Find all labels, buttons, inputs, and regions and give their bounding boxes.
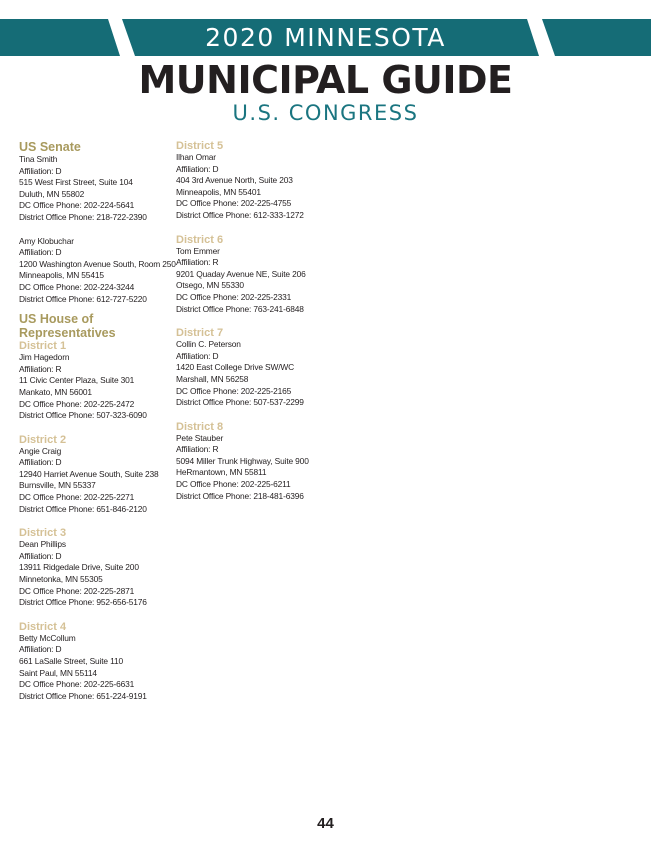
member-affiliation: Affiliation: D (19, 550, 62, 561)
header-band-title: 2020 MINNESOTA (205, 23, 446, 52)
page-number: 44 (317, 815, 334, 832)
district-label: District 3 (19, 527, 67, 540)
member-affiliation: Affiliation: D (19, 644, 62, 655)
member-dc-phone: DC Office Phone: 202-225-4755 (176, 198, 292, 209)
member-affiliation: Affiliation: R (19, 363, 62, 374)
member-district-phone: District Office Phone: 507-323-6090 (19, 410, 147, 421)
member-name: Jim Hagedorn (19, 352, 70, 363)
member-dc-phone: DC Office Phone: 202-225-2271 (19, 492, 135, 503)
member-affiliation: Affiliation: D (19, 247, 62, 258)
member-dc-phone: DC Office Phone: 202-225-6631 (19, 679, 135, 690)
member-address-line1: 9201 Quaday Avenue NE, Suite 206 (176, 268, 306, 279)
member-district-phone: District Office Phone: 612-727-5220 (19, 293, 147, 304)
member-district-phone: District Office Phone: 612-333-1272 (176, 209, 304, 220)
member-dc-phone: DC Office Phone: 202-224-3244 (19, 281, 135, 292)
member-address-line2: HeRmantown, MN 55811 (176, 467, 267, 478)
district-label: District 8 (176, 420, 224, 433)
district-label: District 5 (176, 140, 224, 152)
member-district-phone: District Office Phone: 218-722-2390 (19, 211, 147, 222)
member-name: Angie Craig (19, 445, 62, 456)
member-address-line1: 515 West First Street, Suite 104 (19, 177, 133, 188)
member-address-line1: 1200 Washington Avenue South, Room 250 (19, 258, 176, 269)
page-subtitle: U.S. CONGRESS (232, 101, 419, 125)
member-address-line2: Minneapolis, MN 55401 (176, 186, 261, 197)
member-name: Collin C. Peterson (176, 339, 241, 350)
member-district-phone: District Office Phone: 507-537-2299 (176, 397, 304, 408)
district-entry (19, 621, 169, 703)
member-address-line2: Mankato, MN 56001 (19, 386, 92, 397)
district-entry (176, 140, 326, 222)
district-label: District 6 (176, 233, 224, 246)
member-dc-phone: DC Office Phone: 202-225-2331 (176, 291, 292, 302)
member-dc-phone: DC Office Phone: 202-225-2871 (19, 585, 135, 596)
district-label: District 1 (19, 340, 67, 353)
member-affiliation: Affiliation: D (19, 457, 62, 468)
district-entry (176, 421, 326, 503)
house-heading-line2: Representatives (19, 326, 116, 341)
member-name: Pete Stauber (176, 432, 224, 443)
member-name: Tom Emmer (176, 245, 220, 256)
member-name: Ilhan Omar (176, 152, 216, 162)
member-address-line1: 12940 Harriet Avenue South, Suite 238 (19, 468, 159, 479)
house-heading-line1: US House of (19, 312, 94, 327)
right-column (176, 140, 326, 502)
district-label: District 4 (19, 620, 67, 633)
member-address-line2: Minnetonka, MN 55305 (19, 574, 103, 585)
member-dc-phone: DC Office Phone: 202-225-6211 (176, 479, 291, 490)
member-affiliation: Affiliation: D (19, 165, 62, 176)
member-address-line1: 661 LaSalle Street, Suite 110 (19, 656, 123, 666)
member-district-phone: District Office Phone: 651-224-9191 (19, 690, 147, 701)
district-label: District 2 (19, 433, 67, 446)
member-name: Dean Phillips (19, 539, 66, 550)
member-address-line1: 404 3rd Avenue North, Suite 203 (176, 175, 293, 186)
member-name: Betty McCollum (19, 632, 76, 643)
member-address-line2: Minneapolis, MN 55415 (19, 270, 104, 281)
district-entry (19, 527, 169, 609)
member-name: Tina Smith (19, 154, 58, 164)
member-address-line2: Burnsville, MN 55337 (19, 480, 96, 491)
member-address-line2: Duluth, MN 55802 (19, 188, 85, 199)
member-address-line1: 1420 East College Drive SW/WC (176, 362, 295, 373)
senator-entry (19, 235, 176, 306)
member-affiliation: Affiliation: R (176, 257, 219, 268)
member-district-phone: District Office Phone: 952-656-5176 (19, 597, 147, 608)
senator-entry (19, 154, 169, 224)
member-dc-phone: DC Office Phone: 202-225-2472 (19, 398, 135, 409)
page-title: MUNICIPAL GUIDE (138, 58, 513, 102)
member-affiliation: Affiliation: R (176, 444, 219, 455)
member-address-line1: 5094 Miller Trunk Highway, Suite 900 (176, 455, 309, 466)
district-entry (176, 327, 326, 409)
member-dc-phone: DC Office Phone: 202-225-2165 (176, 385, 292, 396)
member-affiliation: Affiliation: D (176, 163, 219, 174)
member-district-phone: District Office Phone: 651-846-2120 (19, 503, 147, 514)
member-dc-phone: DC Office Phone: 202-224-5641 (19, 200, 135, 211)
member-district-phone: District Office Phone: 218-481-6396 (176, 490, 304, 501)
member-affiliation: Affiliation: D (176, 350, 219, 361)
senate-heading: US Senate (19, 140, 81, 154)
member-address-line2: Saint Paul, MN 55114 (19, 667, 97, 678)
member-district-phone: District Office Phone: 763-241-6848 (176, 303, 304, 314)
district-entry (19, 340, 169, 422)
member-address-line2: Otsego, MN 55330 (176, 280, 244, 291)
district-entry (19, 434, 169, 516)
member-address-line2: Marshall, MN 56258 (176, 373, 249, 384)
member-address-line1: 11 Civic Center Plaza, Suite 301 (19, 375, 135, 386)
district-entry (176, 234, 326, 316)
district-label: District 7 (176, 327, 224, 340)
member-name: Amy Klobuchar (19, 235, 74, 246)
left-column (19, 140, 176, 702)
member-address-line1: 13911 Ridgedale Drive, Suite 200 (19, 562, 139, 573)
